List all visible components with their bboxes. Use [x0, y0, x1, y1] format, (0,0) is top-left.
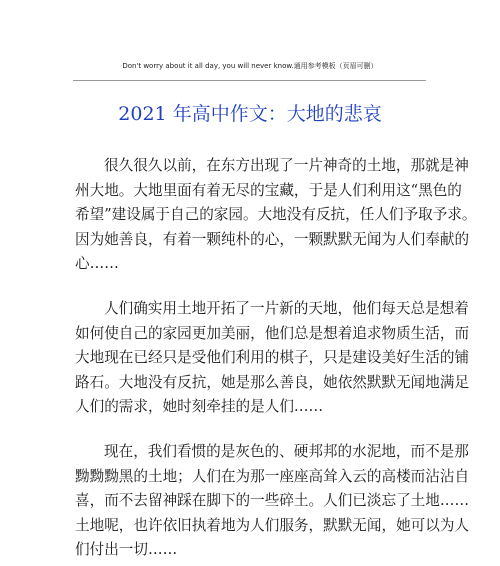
paragraph-line: 人们确实用土地开拓了一片新的天地，他们每天总是想着	[104, 300, 469, 317]
paragraph-3	[75, 440, 470, 563]
paragraph-line: 希望”建设属于自己的家园。大地没有反抗，任人们予取予求。	[75, 206, 477, 224]
paragraph-line: 州大地。大地里面有着无尽的宝藏，于是人们利用这“黑色的	[75, 181, 462, 199]
paragraph-line: 大地现在已经只是受他们利用的棋子，只是建设美好生活的铺	[75, 349, 470, 367]
paragraph-line: 们付出一切……	[75, 541, 178, 559]
header-divider	[73, 80, 426, 81]
paragraph-line: 喜，而不去留神踩在脚下的一些碎土。人们已淡忘了土地……	[75, 492, 470, 510]
page-header: Don't worry about it all day, you will never know.通用参考模板（页眉可删）	[122, 62, 378, 70]
paragraph-line: 如何使自己的家园更加美丽，他们总是想着追求物质生活，而	[75, 324, 470, 342]
paragraph-line: 路石。大地没有反抗，她是那么善良，她依然默默无闻地满足	[75, 373, 470, 391]
paragraph-line: 因为她善良，有着一颗纯朴的心，一颗默默无闻为人们奉献的	[75, 230, 470, 248]
paragraph-2	[75, 297, 470, 420]
page-title: 2021 年高中作文：大地的悲哀	[118, 103, 382, 125]
paragraph-line: 黝黝黝黑的土地；人们在为那一座座高耸入云的高楼而沾沾自	[75, 467, 470, 485]
paragraph-line: 很久很久以前，在东方出现了一片神奇的土地，那就是神	[104, 157, 469, 174]
paragraph-line: 人们的需求，她时刻牵挂的是人们……	[75, 398, 324, 416]
paragraph-line: 心……	[75, 255, 119, 273]
paragraph-line: 土地呢，也许依旧执着地为人们服务，默默无闻，她可以为人	[75, 516, 470, 534]
paragraph-1	[75, 154, 477, 277]
paragraph-line: 现在，我们看惯的是灰色的、硬邦邦的水泥地，而不是那	[104, 443, 469, 460]
